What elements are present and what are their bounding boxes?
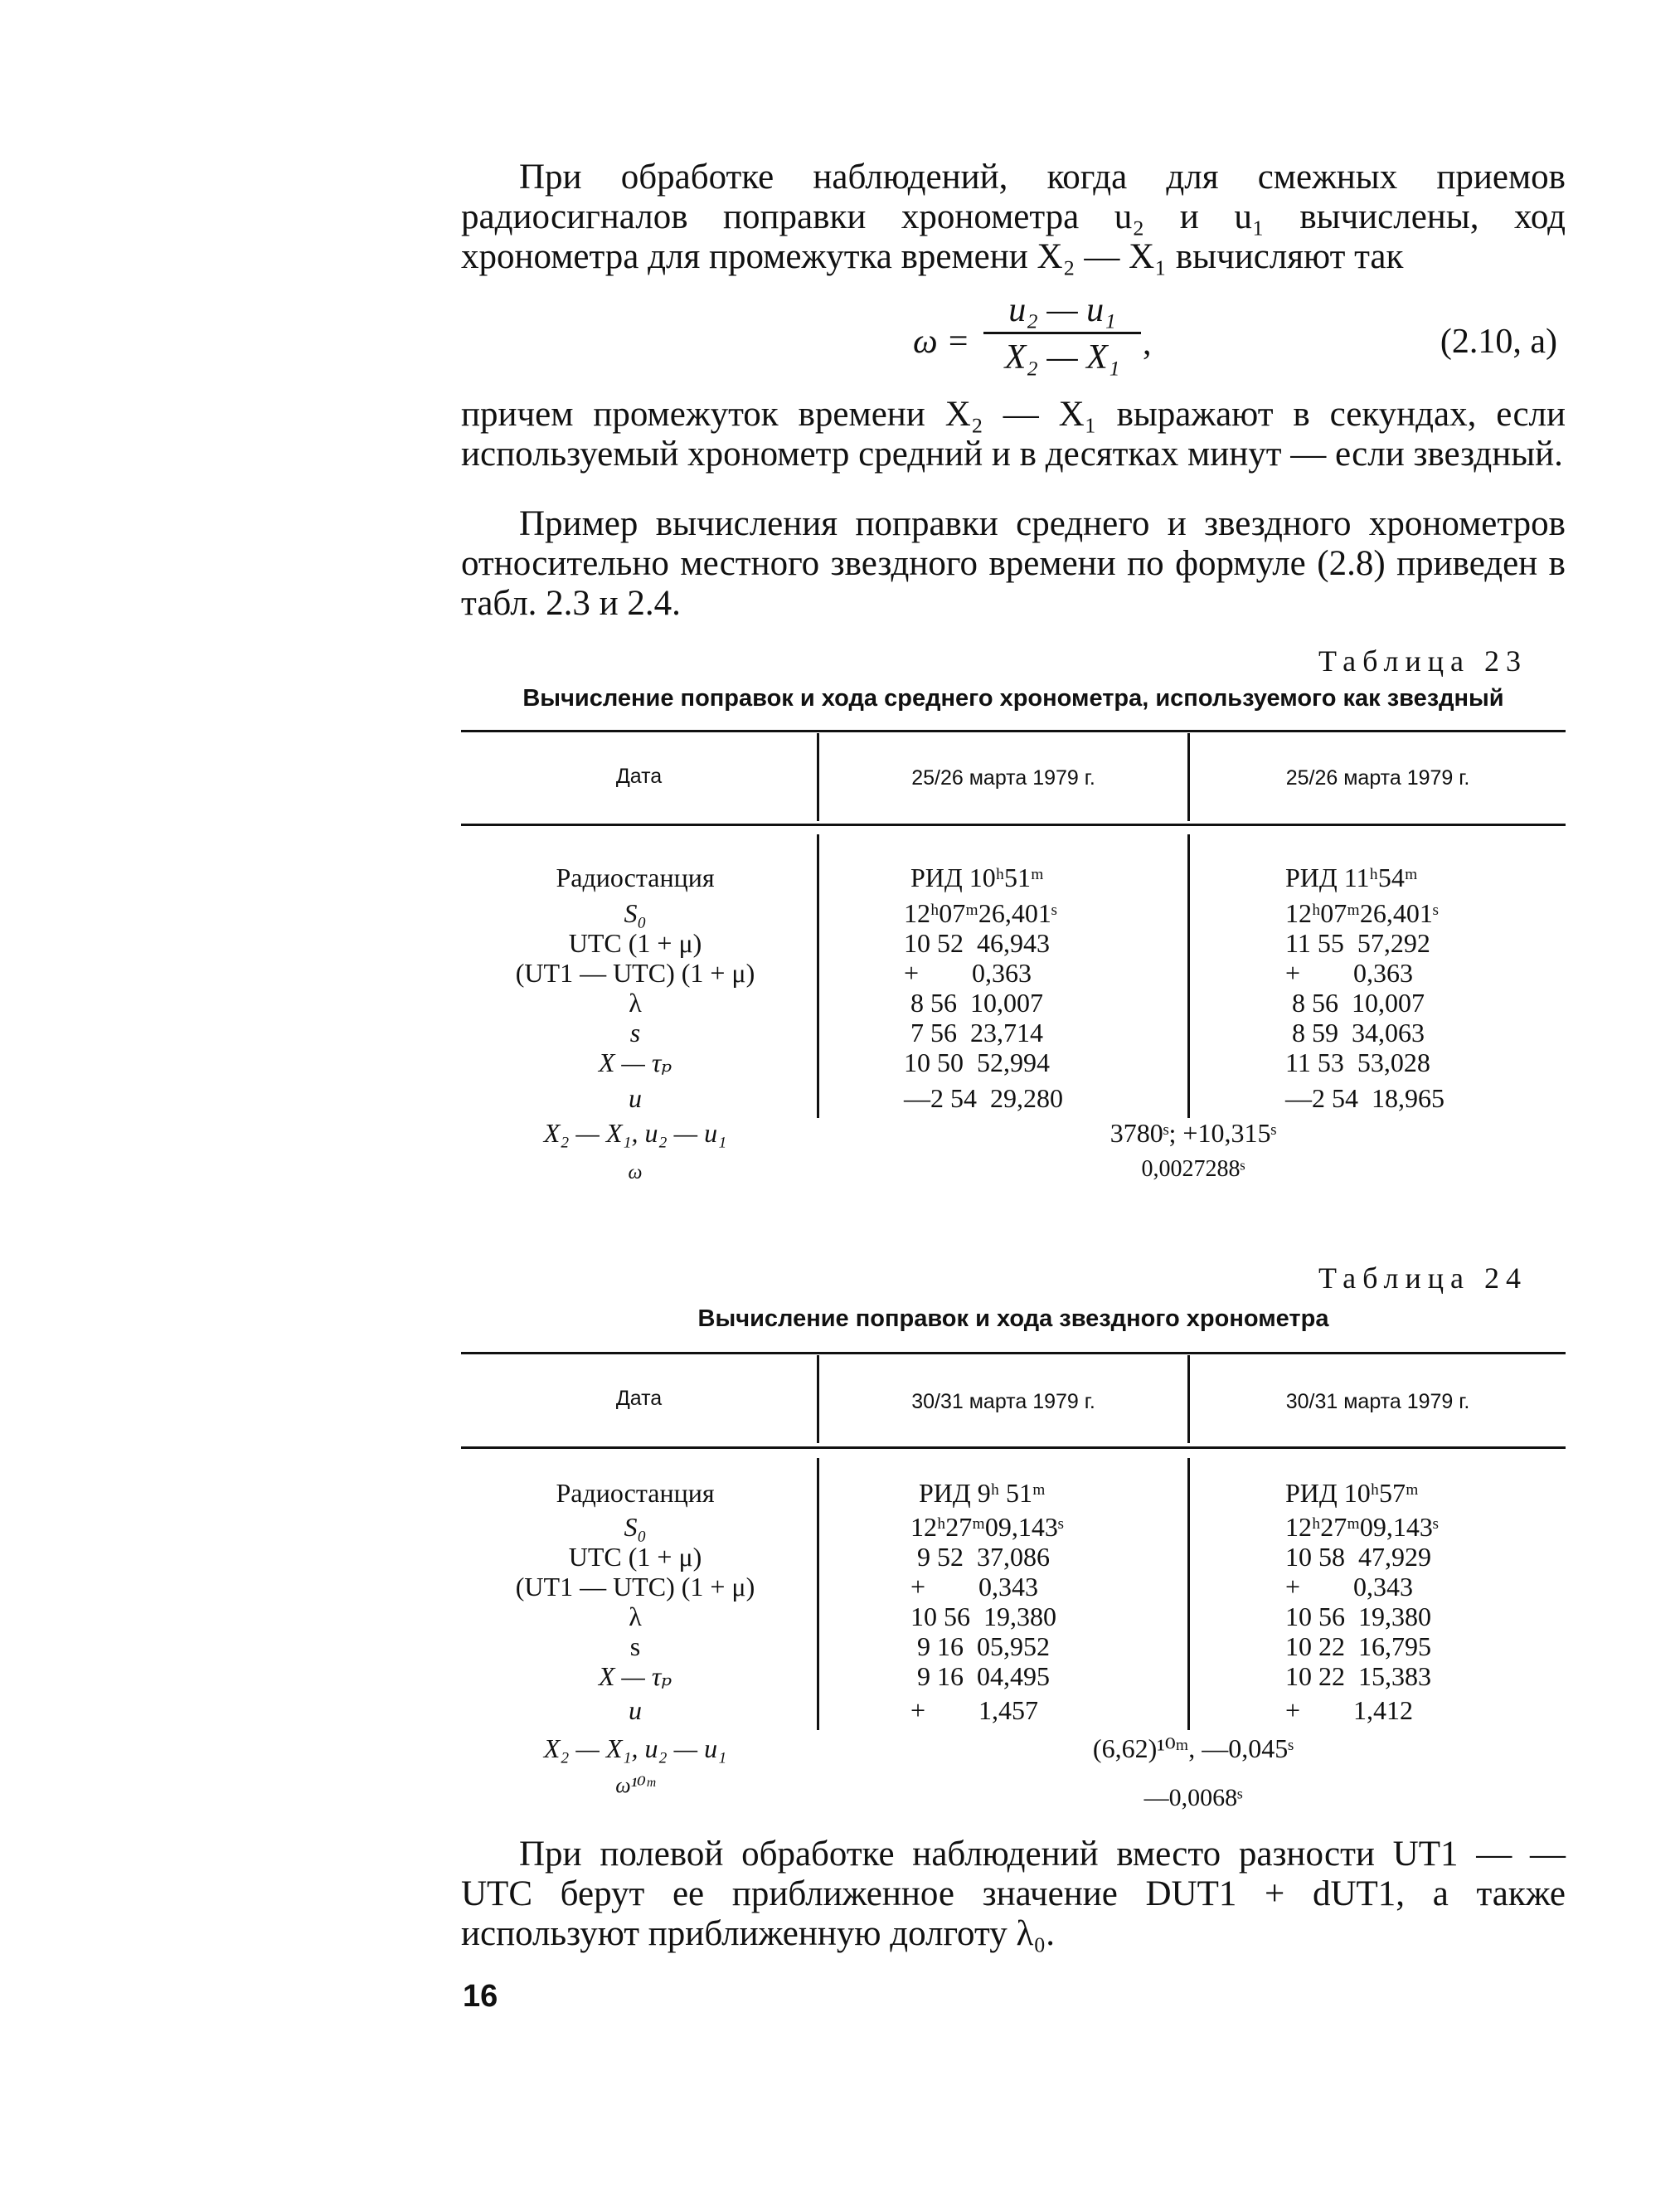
table23-omega-value: 0,0027288ˢ (1141, 1156, 1245, 1182)
table24-label-lambda: λ (629, 1602, 642, 1631)
table23-label-ut1-utc: (UT1 — UTC) (1 + μ) (515, 958, 755, 988)
table24-omega-value: —0,0068ˢ (1143, 1784, 1243, 1811)
table23-label-omega: ω (628, 1162, 643, 1184)
formula-fraction (983, 290, 1141, 377)
table24-r7-c1: + 1,457 (910, 1695, 1039, 1725)
table24-r0-c1: РИД 9ʰ 51ᵐ (919, 1478, 1046, 1508)
table24-body-divider-2 (1187, 1458, 1190, 1730)
table24-label-u: u (629, 1695, 642, 1725)
table24-r3-c2: + 0,343 (1285, 1572, 1414, 1602)
formula-number: (2.10, a) (1440, 323, 1557, 361)
table23-label-x-tau: X — τₚ (598, 1047, 672, 1077)
table24-label-x-tau: X — τₚ (598, 1661, 672, 1691)
table24-r1-c1: 12ʰ27ᵐ09,143ˢ (910, 1512, 1064, 1542)
table24-r5-c2: 10 22 16,795 (1285, 1631, 1431, 1661)
table24-label-s0: S₀ (624, 1512, 647, 1542)
table24-r3-c1: + 0,343 (910, 1572, 1039, 1602)
table23-r1-c1: 12ʰ07ᵐ26,401ˢ (904, 898, 1057, 928)
fraction-bar (983, 332, 1141, 334)
table23-diff-value: 3780ˢ; +10,315ˢ (1109, 1118, 1277, 1148)
table23-caption: Таблица 23 (1318, 644, 1527, 678)
paragraph-example: Пример вычисления поправки среднего и звездного хронометров относительно местного звездного времени по формуле (2.8) приведен в табл. 2.3 и 2.4. (461, 504, 1566, 623)
paragraph-field-processing: При полевой обработке наблюдений вместо разности UT1 — — UTC берут ее приближенное значение DUT1 + dUT1, а также используют приближенную долготу λ₀. (461, 1835, 1566, 1953)
table24-header-rule (461, 1446, 1566, 1449)
formula-numerator: u₂ — u₁ (1008, 291, 1116, 329)
table23-r6-c1: 10 50 52,994 (904, 1047, 1050, 1077)
table23-label-lambda: λ (629, 988, 642, 1018)
table24-header-col2: 30/31 марта 1979 г. (1285, 1390, 1470, 1413)
table24-caption: Таблица 24 (1318, 1261, 1527, 1295)
table24-r1-c2: 12ʰ27ᵐ09,143ˢ (1285, 1512, 1439, 1542)
table23-r6-c2: 11 53 53,028 (1285, 1047, 1430, 1077)
table23-top-rule (461, 730, 1566, 732)
table24-label-station: Радиостанция (556, 1478, 715, 1508)
formula-denominator: X₂ — X₁ (1004, 338, 1120, 377)
table24-label-omega: ω¹⁰ᵐ (615, 1773, 655, 1797)
formula-2-10a (461, 290, 1566, 382)
table23-label-u: u (629, 1083, 642, 1113)
table23-label-station: Радиостанция (556, 863, 715, 892)
table23-r7-c2: —2 54 18,965 (1285, 1083, 1445, 1113)
table24-r6-c1: 9 16 04,495 (910, 1661, 1050, 1691)
table24-header-date: Дата (615, 1387, 663, 1410)
table24-label-diff: X₂ — X₁, u₂ — u₁ (543, 1733, 727, 1763)
table24-label-utc: UTC (1 + μ) (568, 1542, 702, 1572)
table23-r0-c1: РИД 10ʰ51ᵐ (910, 863, 1044, 892)
formula-comma: , (1143, 324, 1152, 362)
table24-r2-c2: 10 58 47,929 (1285, 1542, 1431, 1572)
table24-r6-c2: 10 22 15,383 (1285, 1661, 1431, 1691)
table23-r5-c1: 7 56 23,714 (904, 1018, 1043, 1047)
paragraph-interval: причем промежуток времени X₂ — X₁ выражают в секундах, если используемый хронометр средний и в десятках минут — если звездный. (461, 395, 1566, 474)
table24-top-rule (461, 1352, 1566, 1354)
table24-header-col1: 30/31 марта 1979 г. (911, 1390, 1095, 1413)
table24-r5-c1: 9 16 05,952 (910, 1631, 1050, 1661)
table23-r1-c2: 12ʰ07ᵐ26,401ˢ (1285, 898, 1439, 928)
table23-header-date: Дата (615, 765, 663, 788)
table23-r2-c2: 11 55 57,292 (1285, 928, 1430, 958)
table24-diff-value: (6,62)¹⁰ᵐ, —0,045ˢ (1092, 1733, 1294, 1763)
table23-header-rule (461, 824, 1566, 826)
paragraph-intro: При обработке наблюдений, когда для смежных приемов радиосигналов поправки хронометра u₂ и u₁ вычислены, ход хронометра для промежутка времени X₂ — X₁ вычисляют так (461, 158, 1566, 276)
table23-r4-c1: 8 56 10,007 (904, 988, 1043, 1018)
table24-label-s: s (629, 1631, 641, 1661)
table24-label-ut1-utc: (UT1 — UTC) (1 + μ) (515, 1572, 755, 1602)
table23-r3-c2: + 0,363 (1285, 958, 1414, 988)
table23-header-col2: 25/26 марта 1979 г. (1285, 766, 1470, 790)
formula-lhs: ω = (913, 323, 970, 361)
page-number: 16 (463, 1979, 498, 2014)
table23-label-diff: X₂ — X₁, u₂ — u₁ (543, 1118, 727, 1148)
table23-header-col1: 25/26 марта 1979 г. (911, 766, 1095, 790)
table23-r7-c1: —2 54 29,280 (904, 1083, 1063, 1113)
table23-r4-c2: 8 56 10,007 (1285, 988, 1425, 1018)
table23-label-s: s (629, 1018, 641, 1047)
table24-r4-c2: 10 56 19,380 (1285, 1602, 1431, 1631)
table23-r0-c2: РИД 11ʰ54ᵐ (1285, 863, 1418, 892)
table24-body-divider-1 (817, 1458, 819, 1730)
table23-body-divider-2 (1187, 834, 1190, 1118)
table23-r5-c2: 8 59 34,063 (1285, 1018, 1425, 1047)
table24-r4-c1: 10 56 19,380 (910, 1602, 1056, 1631)
table23-title: Вычисление поправок и хода среднего хронометра, используемого как звездный (522, 685, 1504, 712)
table24-title: Вычисление поправок и хода звездного хронометра (697, 1305, 1329, 1332)
table23-body-divider-1 (817, 834, 819, 1118)
table23-label-s0: S₀ (624, 898, 647, 928)
table23-r3-c1: + 0,363 (904, 958, 1032, 988)
table24-r7-c2: + 1,412 (1285, 1695, 1414, 1725)
table24-r0-c2: РИД 10ʰ57ᵐ (1285, 1478, 1419, 1508)
table23-label-utc: UTC (1 + μ) (568, 928, 702, 958)
table24-r2-c1: 9 52 37,086 (910, 1542, 1050, 1572)
table23-r2-c1: 10 52 46,943 (904, 928, 1050, 958)
